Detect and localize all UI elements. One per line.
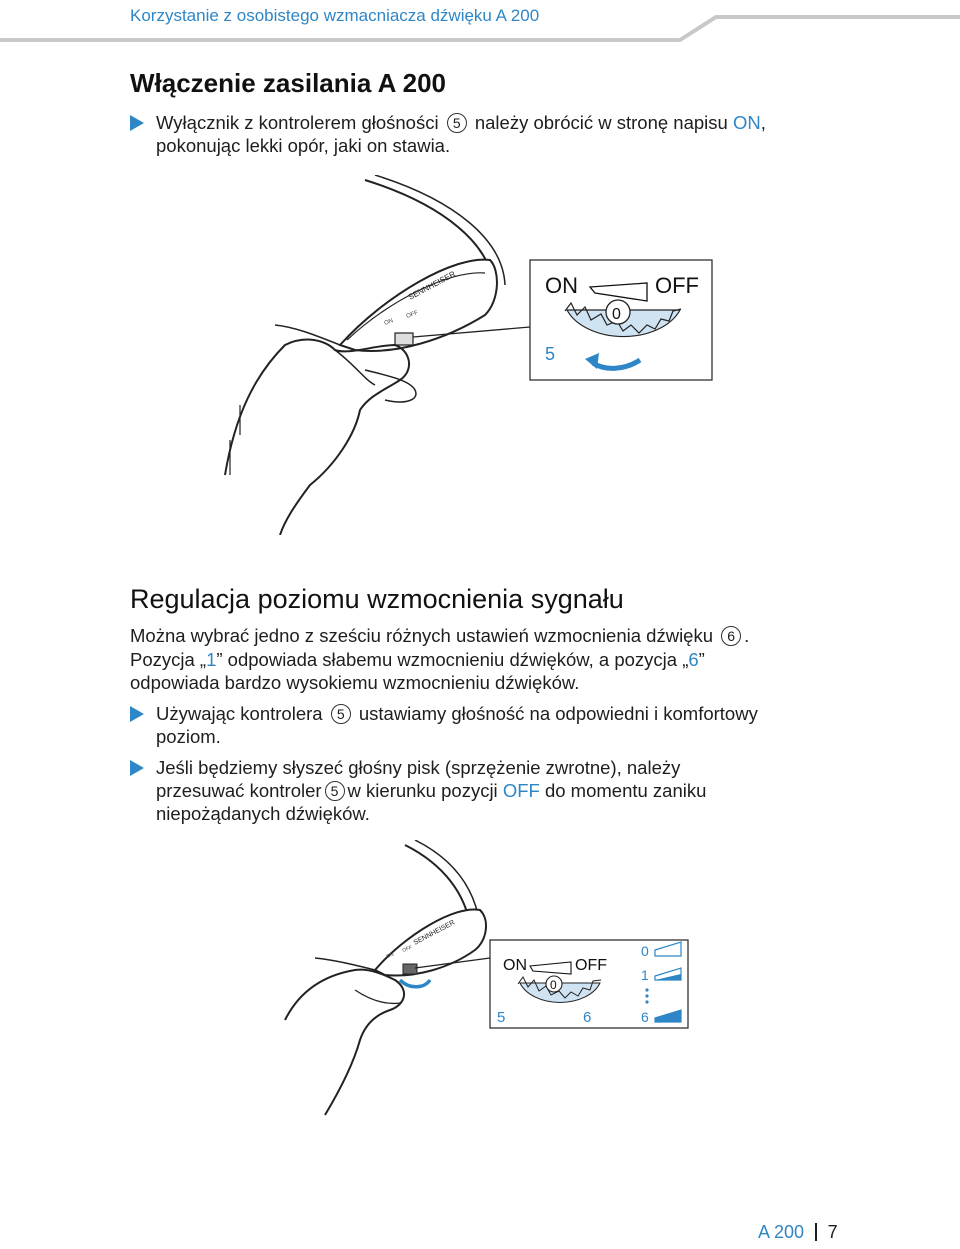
- bullet-arrow-icon: [130, 115, 144, 131]
- position-6: 6: [688, 648, 699, 670]
- bullet-feedback: [130, 756, 846, 825]
- ref-circle-5: 5: [331, 704, 351, 724]
- bullet-text: ustawiamy głośność na odpowiedni i komfortowy: [358, 703, 758, 724]
- bullet-text: niepożądanych dźwięków.: [156, 803, 370, 824]
- callout-ref-5: 5: [497, 1009, 506, 1026]
- callout-ref-6: 6: [583, 1009, 592, 1026]
- bullet-text: poziom.: [156, 726, 221, 747]
- device-on-label: ON: [385, 951, 395, 960]
- page-footer: [758, 1222, 838, 1243]
- para-text: Można wybrać jedno z sześciu różnych ustawień wzmocnienia dźwięku: [130, 625, 714, 646]
- callout-on-label: ON: [545, 273, 578, 298]
- device-on-label: ON: [383, 318, 395, 327]
- dial-zero: 0: [612, 306, 621, 323]
- bullet-text: w kierunku pozycji: [347, 780, 498, 801]
- bullet-text: należy obrócić w stronę napisu: [474, 112, 728, 133]
- device-off-label: OFF: [401, 944, 414, 954]
- punct: ,: [760, 112, 766, 133]
- callout-off-label: OFF: [655, 273, 699, 298]
- para-text: odpowiada bardzo wysokiemu wzmocnieniu dźwięków.: [130, 672, 580, 693]
- ref-circle-5: 5: [325, 781, 345, 801]
- device-off-label: OFF: [405, 310, 419, 320]
- section-heading-power-on: Włączenie zasilania A 200: [130, 68, 446, 98]
- bullet-text: przesuwać kontroler: [156, 780, 322, 801]
- figure-power-on: [215, 175, 715, 535]
- bullet-text: pokonując lekki opór, jaki on stawia.: [156, 135, 451, 156]
- scale-1: 1: [641, 967, 649, 983]
- callout-on-label: ON: [503, 957, 527, 974]
- para-text: ” odpowiada słabemu wzmocnieniu dźwięków, a pozycja „: [216, 648, 689, 670]
- position-1: 1: [206, 648, 217, 670]
- gain-paragraph: [130, 624, 830, 695]
- callout-ref-5: 5: [545, 344, 556, 364]
- bullet-text: do momentu zaniku: [544, 780, 707, 801]
- off-label: OFF: [502, 780, 540, 801]
- header-title: Korzystanie z osobistego wzmacniacza dźwięku A 200: [130, 6, 540, 25]
- bullet-text: Jeśli będziemy słyszeć głośny pisk (sprzężenie zwrotne), należy: [156, 757, 681, 778]
- scale-0: 0: [641, 943, 649, 959]
- figure-adjust-gain: [275, 840, 695, 1120]
- para-text: ”: [698, 648, 705, 670]
- device-brand: SENNHEISER: [406, 269, 457, 302]
- para-text: Pozycja „: [130, 648, 207, 670]
- bullet-arrow-icon: [130, 760, 144, 776]
- footer-divider: [815, 1223, 817, 1241]
- bullet-power-on: [130, 111, 846, 157]
- page-number: 7: [827, 1222, 838, 1242]
- scale-6: 6: [641, 1009, 649, 1025]
- bullet-text: Używając kontrolera: [156, 703, 323, 724]
- device-brand: SENNHEISER: [412, 919, 457, 947]
- punct: .: [744, 625, 750, 646]
- bullet-text: Wyłącznik z kontrolerem głośności: [156, 112, 439, 133]
- ref-circle-5: 5: [447, 113, 467, 133]
- callout-off-label: OFF: [575, 957, 607, 974]
- rotate-arrow-icon: [400, 980, 430, 987]
- footer-model: A 200: [758, 1222, 805, 1242]
- bullet-arrow-icon: [130, 706, 144, 722]
- dial-zero: 0: [550, 978, 557, 992]
- ref-circle-6: 6: [721, 626, 741, 646]
- section-heading-gain: Regulacja poziomu wzmocnienia sygnału: [130, 584, 624, 614]
- on-label: ON: [732, 112, 761, 133]
- bullet-adjust-volume: [130, 702, 846, 748]
